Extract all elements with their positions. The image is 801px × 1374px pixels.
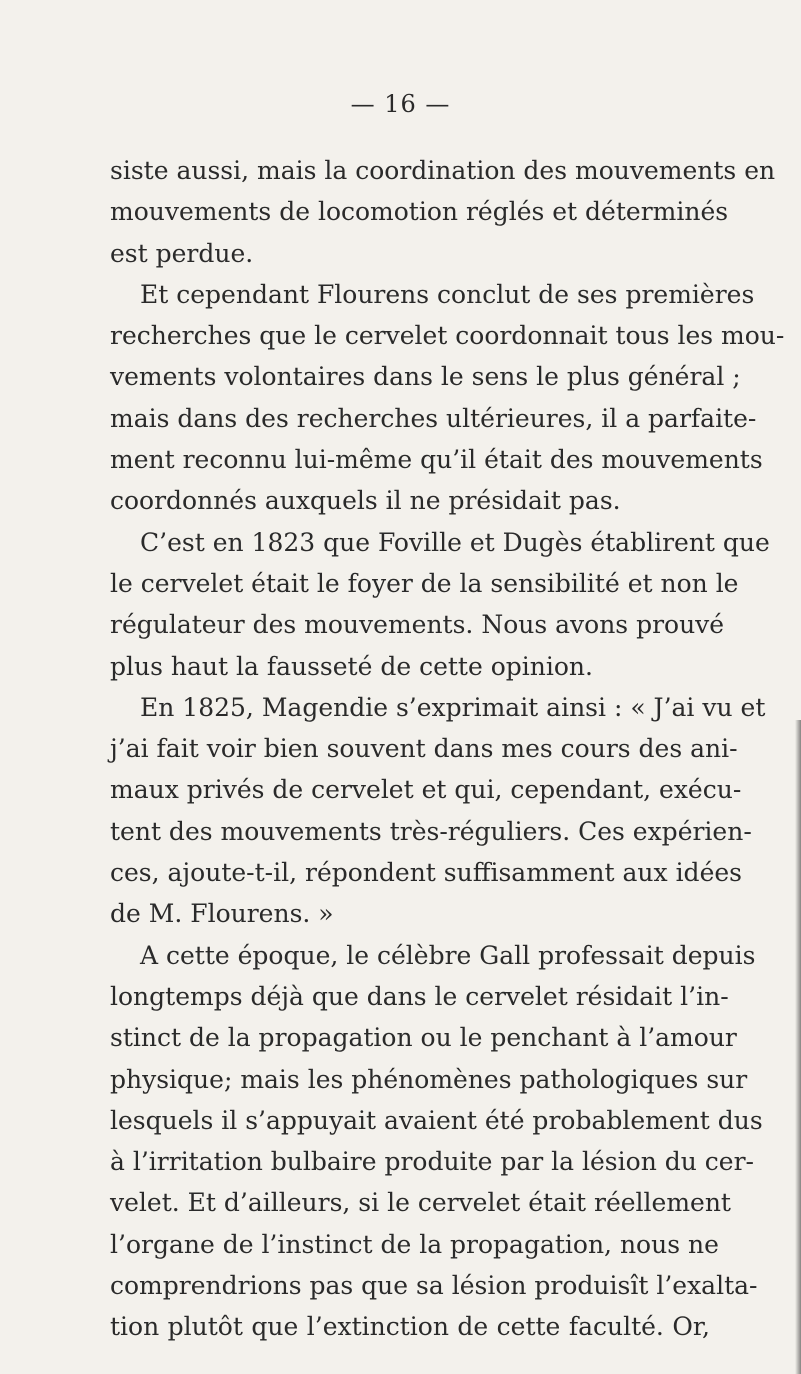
text-line: comprendrions pas que sa lésion produisît l’exalta-	[110, 1271, 758, 1301]
text-line: En 1825, Magendie s’exprimait ainsi : « J’ai vu et	[140, 692, 766, 722]
text-line: Et cependant Flourens conclut de ses premières	[140, 279, 755, 309]
text-line: recherches que le cervelet coordonnait tous les mou-	[110, 321, 785, 351]
text-line: A cette époque, le célèbre Gall professait depuis	[140, 940, 756, 970]
text-line: velet. Et d’ailleurs, si le cervelet était réellement	[110, 1188, 731, 1218]
text-line: siste aussi, mais la coordination des mouvements en	[110, 156, 776, 185]
text-line: est perdue.	[110, 238, 254, 268]
text-line: tent des mouvements très-réguliers. Ces expérien-	[110, 816, 752, 846]
page-edge-shadow	[795, 720, 801, 1374]
text-line: ment reconnu lui-même qu’il était des mouvements	[110, 445, 763, 475]
text-line: l’organe de l’instinct de la propagation, nous ne	[110, 1229, 719, 1259]
text-line: vements volontaires dans le sens le plus général ;	[110, 362, 741, 392]
text-line: physique; mais les phénomènes pathologiques sur	[110, 1064, 748, 1094]
text-line: tion plutôt que l’extinction de cette faculté. Or,	[110, 1312, 710, 1342]
text-line: stinct de la propagation ou le penchant à l’amour	[110, 1023, 737, 1053]
text-line: C’est en 1823 que Foville et Dugès établirent que	[140, 527, 770, 557]
text-line: maux privés de cervelet et qui, cependant, exécu-	[110, 775, 742, 805]
body-text	[110, 150, 785, 1348]
text-line: coordonnés auxquels il ne présidait pas.	[110, 486, 621, 516]
text-line: plus haut la fausseté de cette opinion.	[110, 651, 593, 681]
text-line: régulateur des mouvements. Nous avons prouvé	[110, 610, 725, 640]
text-line: de M. Flourens. »	[110, 899, 334, 929]
text-line: mais dans des recherches ultérieures, il a parfaite-	[110, 403, 757, 433]
text-line: j’ai fait voir bien souvent dans mes cours des ani-	[110, 734, 738, 764]
text-line: le cervelet était le foyer de la sensibilité et non le	[110, 568, 739, 598]
text-line: mouvements de locomotion réglés et déterminés	[110, 197, 729, 227]
text-line: lesquels il s’appuyait avaient été probablement dus	[110, 1105, 763, 1135]
page-number-header: — 16 —	[350, 90, 451, 118]
text-line: ces, ajoute-t-il, répondent suffisamment aux idées	[110, 858, 742, 888]
text-line: longtemps déjà que dans le cervelet résidait l’in-	[110, 981, 729, 1011]
text-line: à l’irritation bulbaire produite par la lésion du cer-	[110, 1147, 754, 1177]
